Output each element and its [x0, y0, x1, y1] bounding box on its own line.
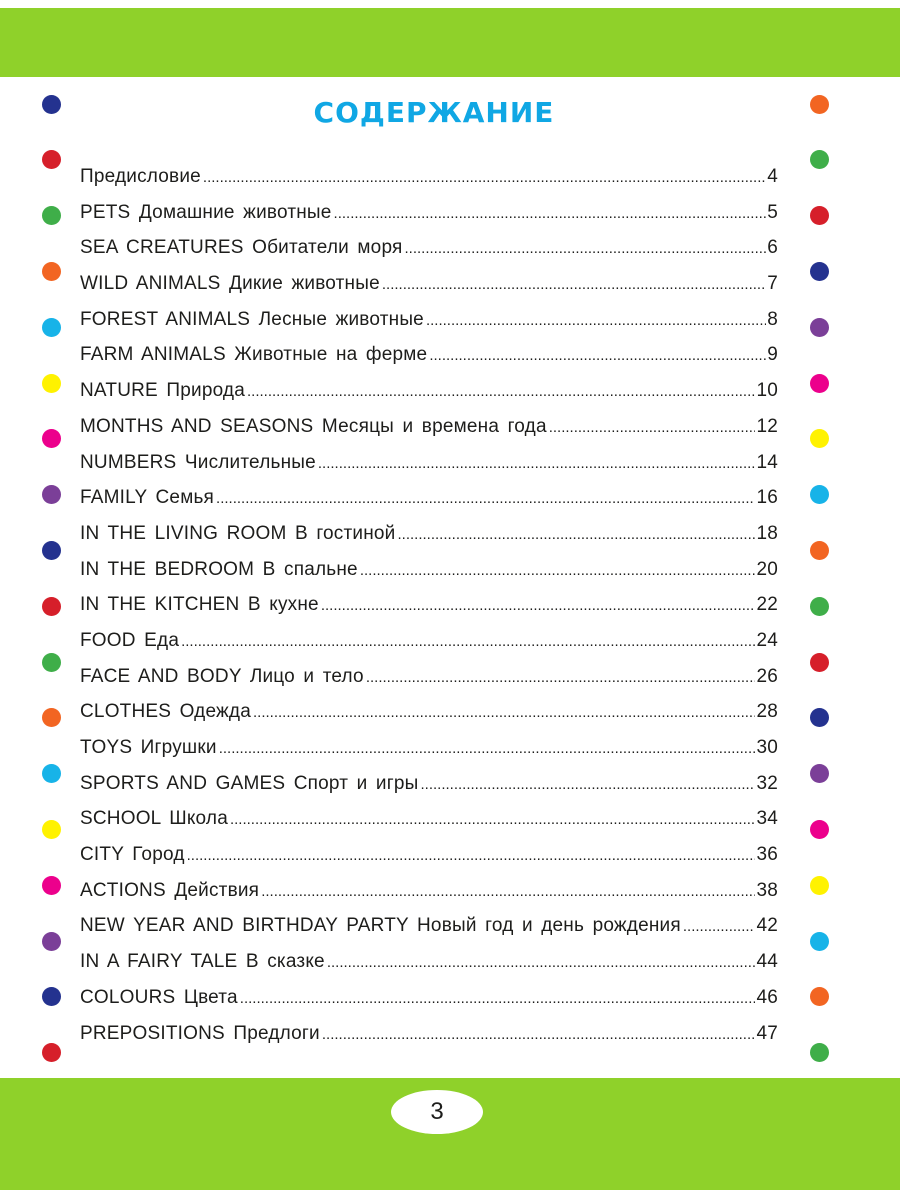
page-title: СОДЕРЖАНИЕ	[313, 96, 555, 129]
toc-entry	[80, 1023, 778, 1059]
toc-entry-title: TOYS Игрушки	[80, 737, 217, 758]
toc-entry-page: 32	[756, 772, 778, 794]
toc-entry-page: 4	[767, 166, 778, 187]
decorative-dot	[810, 1043, 829, 1062]
dot-leader	[219, 737, 756, 759]
toc-entry-title: FARM ANIMALS Животные на ферме	[80, 344, 428, 366]
toc-entry	[80, 773, 778, 809]
decorative-dot	[42, 318, 61, 337]
toc-entry-page: 26	[756, 665, 778, 687]
toc-entry	[80, 630, 778, 666]
dot-leader	[216, 487, 755, 509]
dot-leader	[429, 344, 766, 366]
toc-entry-page: 14	[756, 451, 778, 473]
toc-entry-page: 9	[767, 344, 778, 366]
toc-entry-title: WILD ANIMALS Дикие животные	[80, 273, 380, 295]
toc-entry	[80, 416, 778, 452]
dot-leader	[253, 701, 755, 723]
toc-entry	[80, 452, 778, 488]
toc-entry-title: COLOURS Цвета	[80, 986, 238, 1008]
toc-entry-title: IN THE BEDROOM В спальне	[80, 558, 358, 580]
toc-entry-page: 8	[767, 308, 778, 330]
toc-entry-page: 5	[767, 201, 778, 223]
toc-entry-title: PREPOSITIONS Предлоги	[80, 1022, 320, 1044]
toc-entry-title: MONTHS AND SEASONS Месяцы и времена года	[80, 415, 547, 437]
decorative-dot	[810, 932, 829, 951]
dot-leader	[366, 666, 756, 688]
toc-entry	[80, 594, 778, 630]
toc-entry	[80, 309, 778, 345]
decorative-dot	[810, 318, 829, 337]
toc-entry	[80, 951, 778, 987]
toc-entry	[80, 737, 778, 773]
toc-entry-page: 28	[756, 701, 778, 723]
decorative-dot	[810, 541, 829, 560]
toc-entry	[80, 880, 778, 916]
decorative-dot	[42, 206, 61, 225]
toc-entry	[80, 380, 778, 416]
toc-entry-page: 24	[756, 629, 778, 651]
toc-entry-page: 46	[756, 986, 778, 1008]
decorative-dot	[42, 374, 61, 393]
dot-leader	[181, 630, 755, 652]
dot-leader	[321, 594, 756, 616]
dot-leader	[683, 915, 756, 937]
toc-entry-page: 6	[767, 237, 778, 259]
dot-leader	[405, 237, 767, 259]
toc-entry-page: 36	[756, 844, 778, 866]
dot-leader	[549, 416, 756, 438]
decorative-dot	[42, 932, 61, 951]
decorative-dot	[810, 150, 829, 169]
toc-entry	[80, 701, 778, 737]
decorative-dot	[42, 820, 61, 839]
toc-entry	[80, 987, 778, 1023]
decorative-dot	[810, 820, 829, 839]
toc-entry-page: 18	[756, 522, 778, 544]
decorative-dot	[810, 708, 829, 727]
dot-leader	[318, 452, 756, 474]
toc-entry-page: 34	[756, 808, 778, 830]
toc-entry-page: 38	[756, 879, 778, 901]
toc-entry	[80, 344, 778, 380]
toc-entry-title: Предисловие	[80, 166, 201, 187]
dot-leader	[420, 773, 755, 795]
toc-entry	[80, 915, 778, 951]
toc-entry-title: ACTIONS Действия	[80, 879, 260, 901]
decorative-dot	[810, 374, 829, 393]
decorative-dot	[810, 653, 829, 672]
table-of-contents	[80, 166, 778, 1058]
toc-entry-title: FAMILY Семья	[80, 487, 215, 509]
dot-leader	[187, 844, 756, 866]
decorative-dot	[810, 95, 829, 114]
toc-entry-title: FACE AND BODY Лицо и тело	[80, 665, 364, 687]
decorative-dot	[42, 653, 61, 672]
decorative-dot	[810, 876, 829, 895]
decorative-dot	[42, 429, 61, 448]
toc-entry-title: SCHOOL Школа	[80, 808, 228, 830]
decorative-dot	[810, 485, 829, 504]
toc-entry-page: 16	[756, 487, 778, 509]
toc-entry-page: 22	[756, 594, 778, 616]
toc-entry-title: IN THE LIVING ROOM В гостиной	[80, 522, 396, 544]
toc-entry-title: SEA CREATURES Обитатели моря	[80, 237, 403, 259]
toc-entry-page: 10	[756, 380, 778, 402]
toc-entry	[80, 523, 778, 559]
toc-entry-title: NEW YEAR AND BIRTHDAY PARTY Новый год и день рождения	[80, 915, 681, 937]
dot-leader	[322, 1023, 756, 1045]
decorative-dot	[42, 485, 61, 504]
decorative-dot	[42, 987, 61, 1006]
decorative-dot	[810, 262, 829, 281]
dot-leader	[230, 808, 755, 830]
decorative-dot	[810, 429, 829, 448]
decorative-dot	[42, 262, 61, 281]
dot-leader	[334, 202, 767, 224]
toc-entry-page: 30	[756, 737, 778, 758]
decorative-dot	[810, 764, 829, 783]
toc-entry	[80, 808, 778, 844]
toc-entry	[80, 273, 778, 309]
toc-entry-title: CLOTHES Одежда	[80, 701, 251, 723]
decorative-dot	[42, 541, 61, 560]
toc-entry-title: PETS Домашние животные	[80, 201, 332, 223]
decorative-dot	[42, 876, 61, 895]
toc-entry	[80, 559, 778, 595]
toc-entry-title: IN THE KITCHEN В кухне	[80, 594, 319, 616]
toc-entry-page: 20	[756, 558, 778, 580]
dot-leader	[203, 166, 766, 188]
toc-entry-page: 12	[756, 415, 778, 437]
dot-leader	[398, 523, 756, 545]
toc-entry	[80, 666, 778, 702]
decorative-dot	[810, 987, 829, 1006]
toc-entry-title: SPORTS AND GAMES Спорт и игры	[80, 772, 419, 794]
toc-entry-title: CITY Город	[80, 844, 185, 866]
decorative-dot	[42, 150, 61, 169]
toc-entry	[80, 202, 778, 238]
dot-leader	[240, 987, 756, 1009]
page-number: 3	[391, 1090, 483, 1134]
decorative-dot	[42, 764, 61, 783]
toc-entry	[80, 237, 778, 273]
dot-leader	[360, 559, 756, 581]
toc-entry-title: FOREST ANIMALS Лесные животные	[80, 308, 424, 330]
decorative-dot	[42, 708, 61, 727]
decorative-dot	[42, 95, 61, 114]
decorative-dot	[42, 1043, 61, 1062]
toc-entry-title: IN A FAIRY TALE В сказке	[80, 951, 325, 973]
dot-leader	[261, 880, 755, 902]
decorative-dot	[810, 206, 829, 225]
toc-entry-page: 7	[767, 273, 778, 295]
dot-leader	[426, 309, 766, 331]
toc-entry-page: 47	[756, 1022, 778, 1044]
dot-leader	[382, 273, 766, 295]
toc-entry-title: NATURE Природа	[80, 380, 245, 402]
toc-entry-title: NUMBERS Числительные	[80, 451, 316, 473]
top-green-band	[0, 8, 900, 77]
toc-entry	[80, 487, 778, 523]
decorative-dot	[810, 597, 829, 616]
toc-entry	[80, 844, 778, 880]
toc-entry-page: 44	[756, 951, 778, 973]
dot-leader	[247, 380, 755, 402]
decorative-dot	[42, 597, 61, 616]
toc-entry-title: FOOD Еда	[80, 629, 180, 651]
toc-entry-page: 42	[756, 915, 778, 937]
dot-leader	[327, 951, 756, 973]
toc-entry	[80, 166, 778, 202]
